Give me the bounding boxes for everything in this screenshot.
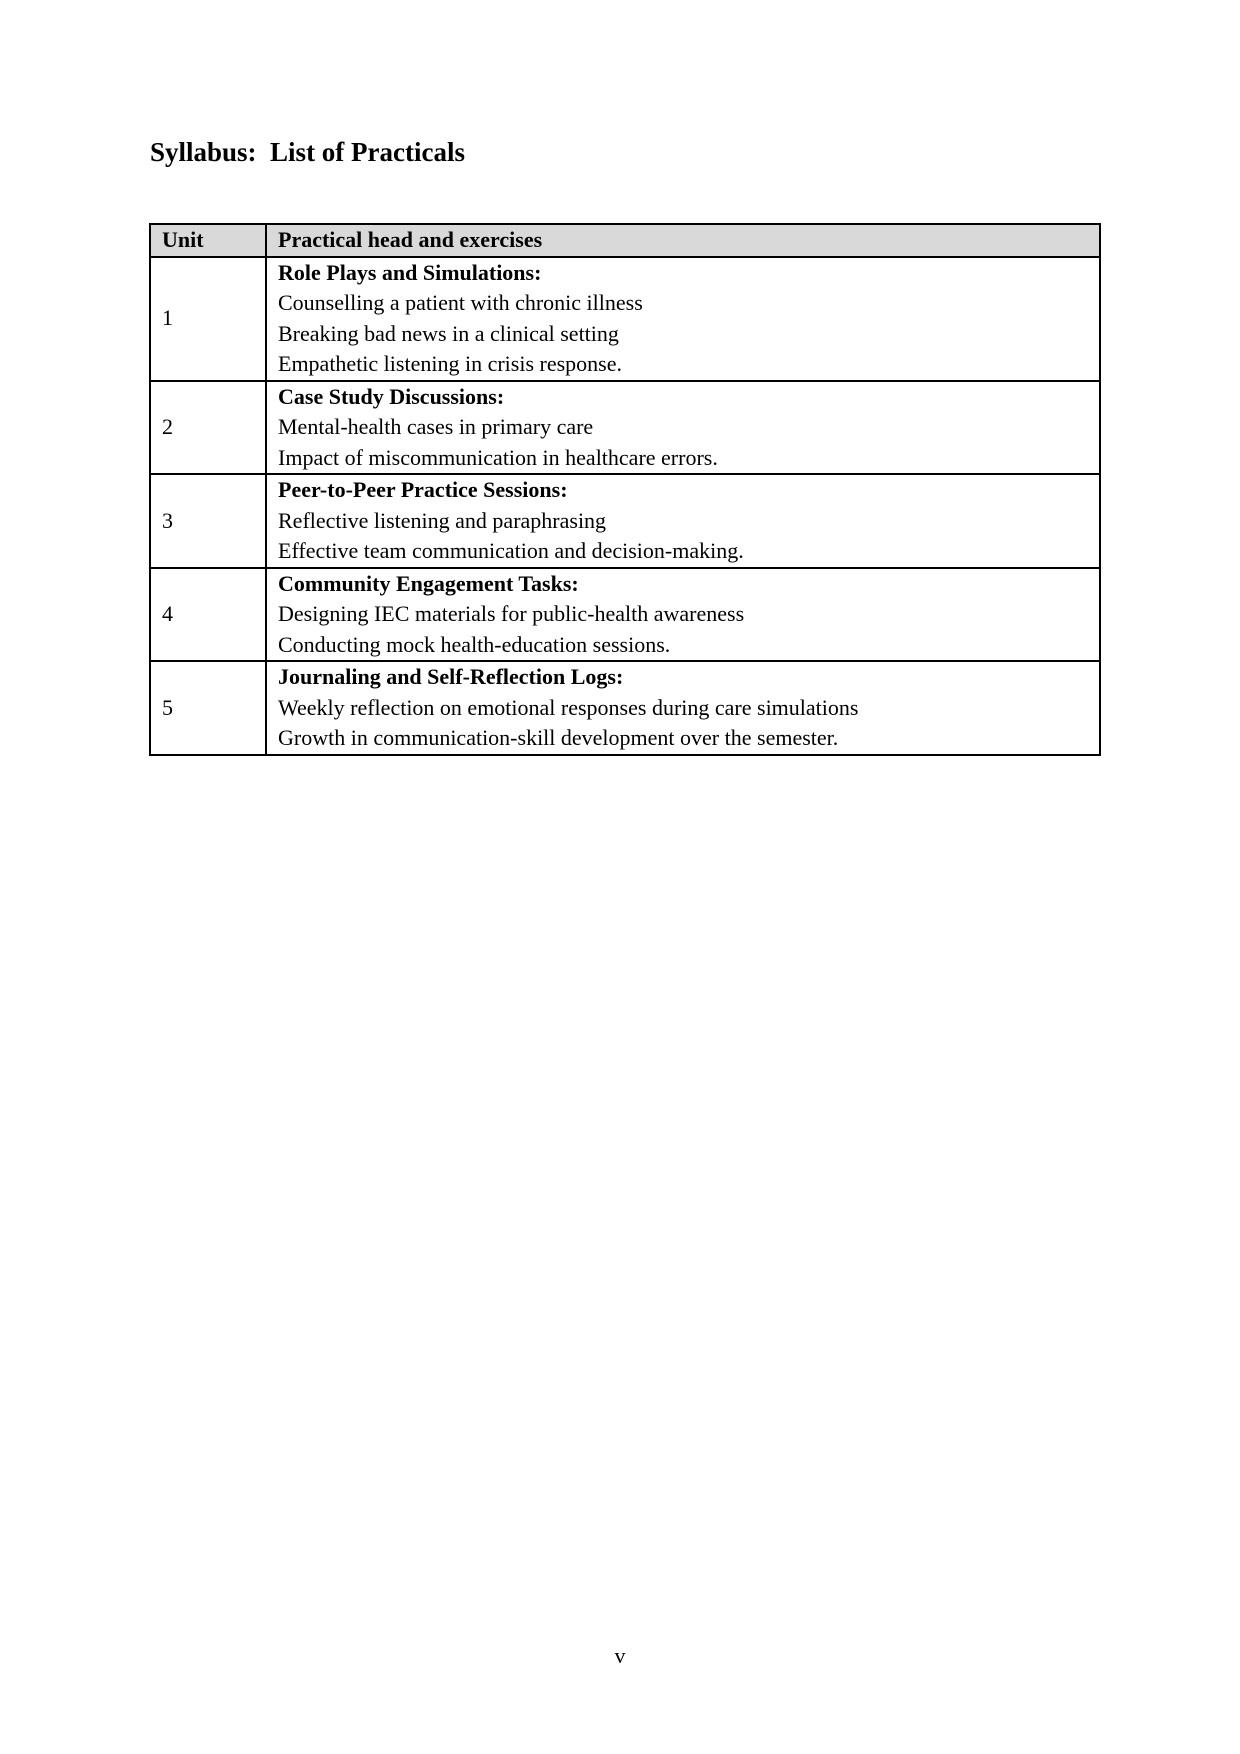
table-header	[150, 224, 1100, 257]
practical-head: Peer-to-Peer Practice Sessions:	[278, 477, 568, 502]
practical-description	[266, 568, 1100, 662]
exercise-item: Weekly reflection on emotional responses during care simulations	[278, 694, 859, 720]
practical-description	[266, 661, 1100, 755]
page-number: v	[614, 1643, 626, 1668]
exercise-item: Effective team communication and decision-making.	[278, 538, 744, 563]
exercise-item: Conducting mock health-education sessions.	[278, 631, 671, 657]
exercise-item: Impact of miscommunication in healthcare errors.	[278, 444, 718, 470]
header-practical-head: Practical head and exercises	[266, 224, 1100, 257]
exercise-item: Counselling a patient with chronic illness	[278, 290, 643, 315]
unit-number: 5	[150, 661, 266, 755]
unit-number: 3	[150, 474, 266, 568]
exercise-item: Designing IEC materials for public-health awareness	[278, 601, 745, 626]
header-row	[150, 224, 1100, 257]
table-row	[150, 661, 1100, 755]
exercise-item: Growth in communication-skill development over the semester.	[278, 725, 839, 750]
page-title: Syllabus: List of Practicals	[150, 137, 465, 167]
practical-description	[266, 474, 1100, 568]
practical-head: Community Engagement Tasks:	[278, 570, 579, 596]
unit-number: 2	[150, 381, 266, 475]
header-unit: Unit	[150, 224, 266, 257]
practical-description	[266, 381, 1100, 475]
exercise-item: Reflective listening and paraphrasing	[278, 507, 607, 533]
exercise-item: Mental-health cases in primary care	[278, 414, 594, 439]
practicals-table	[149, 223, 1101, 756]
table-row	[150, 257, 1100, 381]
table-row	[150, 474, 1100, 568]
unit-number: 1	[150, 257, 266, 381]
table-row	[150, 568, 1100, 662]
exercise-item: Empathetic listening in crisis response.	[278, 351, 622, 376]
practical-head: Case Study Discussions:	[278, 383, 505, 409]
table-row	[150, 381, 1100, 475]
unit-number: 4	[150, 568, 266, 662]
practical-head: Role Plays and Simulations:	[278, 259, 542, 285]
practical-description	[266, 257, 1100, 381]
exercise-item: Breaking bad news in a clinical setting	[278, 320, 619, 346]
practical-head: Journaling and Self-Reflection Logs:	[278, 664, 624, 689]
table-body	[150, 257, 1100, 755]
